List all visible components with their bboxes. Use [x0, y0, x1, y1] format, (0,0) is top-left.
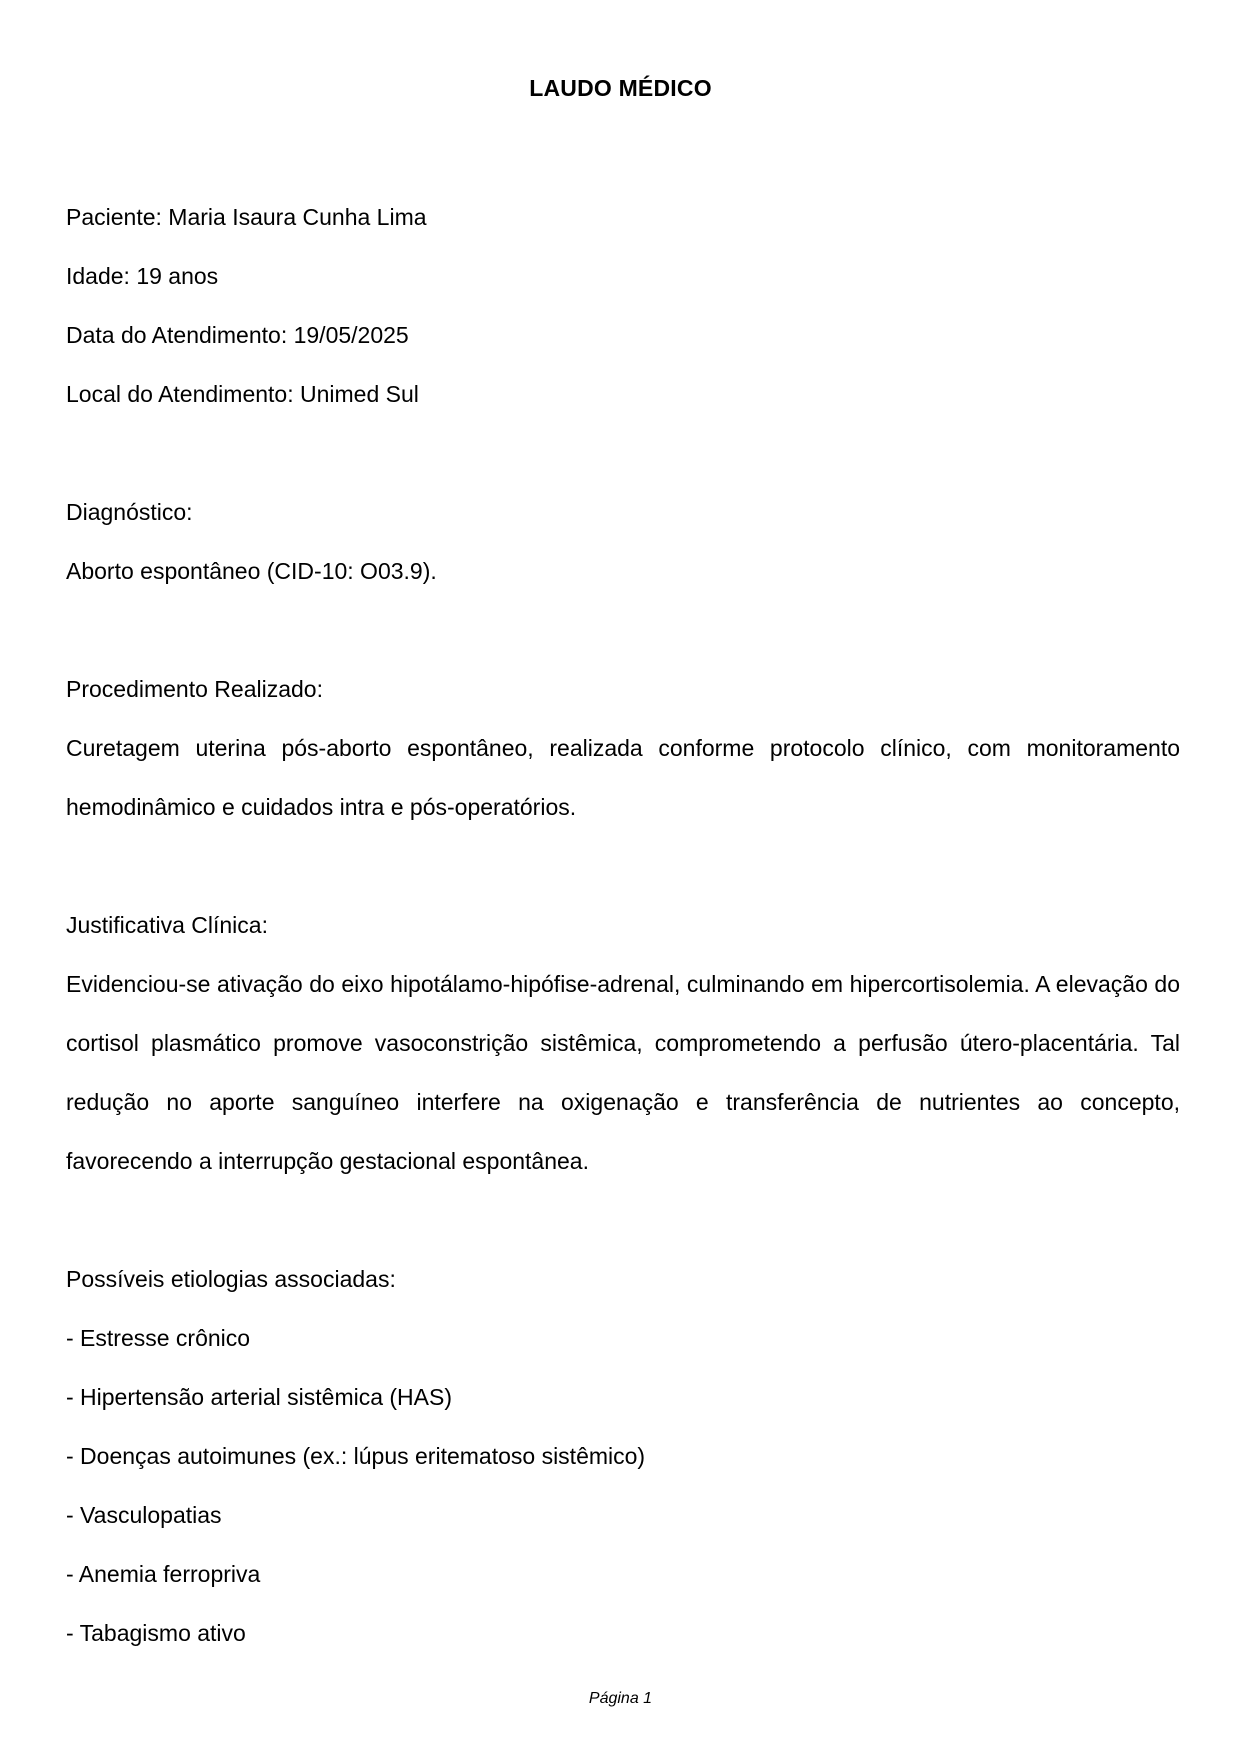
diagnosis-text: Aborto espontâneo (CID-10: O03.9). [66, 558, 437, 584]
etiology-item: - Hipertensão arterial sistêmica (HAS) [66, 1384, 453, 1410]
etiology-item: - Estresse crônico [66, 1325, 251, 1351]
document-title: LAUDO MÉDICO [529, 75, 712, 101]
section-spacer [66, 837, 1180, 896]
attendance-location-line: Local do Atendimento: Unimed Sul [66, 381, 419, 407]
section-spacer [66, 424, 1180, 483]
section-spacer [66, 601, 1180, 660]
patient-age-line: Idade: 19 anos [66, 263, 219, 289]
document-body [66, 188, 1180, 1663]
page-number: Página 1 [588, 1690, 653, 1707]
diagnosis-heading: Diagnóstico: [66, 499, 193, 525]
procedure-text: Curetagem uterina pós-aborto espontâneo, realizada conforme protocolo clínico, com monitoramento hemodinâmico e cuidados intra e pós-operatórios. [66, 735, 1180, 820]
justification-text: Evidenciou-se ativação do eixo hipotálamo-hipófise-adrenal, culminando em hipercortisolemia. A elevação do cortisol plasmático promove vasoconstrição sistêmica, comprometendo a perfusão útero-placentária. Tal redução no aporte sanguíneo interfere na oxigenação e transferência de nutrientes ao concepto, favorecendo a interrupção gestacional espontânea. [66, 971, 1180, 1174]
procedure-heading: Procedimento Realizado: [66, 676, 323, 702]
section-spacer [66, 1191, 1180, 1250]
justification-heading: Justificativa Clínica: [66, 912, 268, 938]
etiology-item: - Doenças autoimunes (ex.: lúpus eritematoso sistêmico) [66, 1443, 646, 1469]
etiology-item: - Tabagismo ativo [66, 1620, 246, 1646]
etiologies-heading: Possíveis etiologias associadas: [66, 1266, 396, 1292]
etiology-item: - Vasculopatias [66, 1502, 222, 1528]
attendance-date-line: Data do Atendimento: 19/05/2025 [66, 322, 409, 348]
patient-name-line: Paciente: Maria Isaura Cunha Lima [66, 204, 427, 230]
etiology-item: - Anemia ferropriva [66, 1561, 261, 1587]
